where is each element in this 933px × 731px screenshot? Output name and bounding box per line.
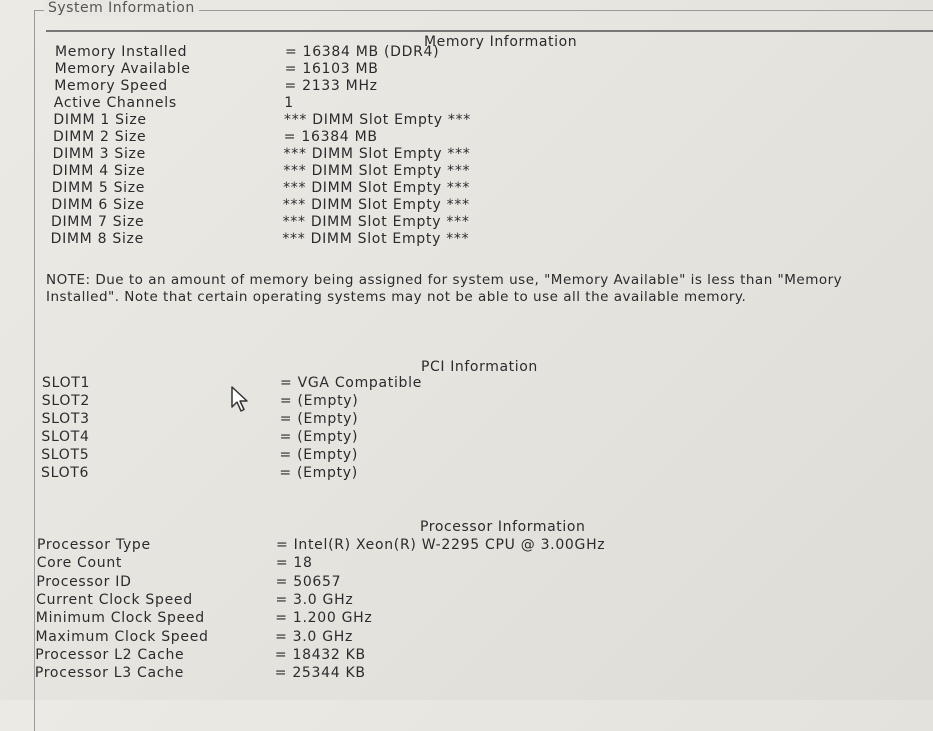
memory-value: = 16103 MB (284, 61, 379, 77)
memory-label: Memory Installed (55, 44, 188, 60)
memory-label: DIMM 5 Size (51, 180, 146, 196)
pci-slot-label: SLOT2 (41, 393, 90, 409)
memory-value: = 16384 MB (283, 129, 378, 145)
memory-label: DIMM 6 Size (51, 197, 145, 213)
memory-value: 1 (284, 95, 294, 111)
pci-slot-value: = (Empty) (279, 447, 359, 463)
pci-slot-label: SLOT4 (41, 429, 90, 445)
processor-value: = 18432 KB (274, 646, 366, 663)
memory-label: DIMM 2 Size (53, 129, 147, 145)
processor-value: = 1.200 GHz (275, 610, 373, 627)
pci-slot-label: SLOT5 (41, 447, 90, 463)
processor-label: Minimum Clock Speed (35, 610, 205, 627)
pci-slot-value: = (Empty) (279, 429, 359, 445)
processor-value: = Intel(R) Xeon(R) W-2295 CPU @ 3.00GHz (276, 537, 606, 553)
pci-slot-value: = (Empty) (279, 411, 359, 427)
processor-value: = 3.0 GHz (275, 628, 354, 645)
processor-value: = 50657 (275, 573, 342, 590)
memory-value: = 16384 MB (DDR4) (285, 44, 440, 60)
pci-slot-label: SLOT3 (41, 411, 90, 427)
mouse-cursor-icon (230, 385, 252, 415)
memory-value: = 2133 MHz (284, 78, 378, 94)
processor-label: Processor L2 Cache (35, 646, 185, 663)
memory-label: Memory Available (54, 61, 191, 77)
system-information-title: System Information (44, 0, 199, 16)
memory-value: *** DIMM Slot Empty *** (283, 146, 471, 162)
memory-label: DIMM 4 Size (52, 163, 146, 179)
memory-label: DIMM 1 Size (53, 112, 147, 128)
memory-section-title: Memory Information (424, 34, 578, 50)
memory-label: DIMM 3 Size (52, 146, 146, 162)
processor-value: = 18 (275, 555, 313, 572)
memory-value: *** DIMM Slot Empty *** (282, 231, 470, 247)
memory-value: *** DIMM Slot Empty *** (282, 214, 470, 230)
memory-value: *** DIMM Slot Empty *** (284, 112, 471, 128)
processor-label: Current Clock Speed (36, 591, 193, 608)
memory-value: *** DIMM Slot Empty *** (283, 163, 471, 179)
pci-slot-value: = (Empty) (279, 465, 358, 481)
memory-label: Memory Speed (54, 78, 168, 94)
processor-value: = 3.0 GHz (275, 591, 354, 608)
content-top-border (46, 30, 933, 32)
processor-section-title: Processor Information (420, 519, 586, 535)
processor-label: Maximum Clock Speed (35, 628, 209, 645)
processor-label: Processor L3 Cache (34, 665, 185, 682)
memory-note: NOTE: Due to an amount of memory being assigned for system use, "Memory Available" is less than "Memory Installed". Note that certain operating systems may not be able to use all the available memory. (46, 272, 843, 305)
pci-slot-value: = (Empty) (279, 393, 359, 409)
memory-label: Active Channels (53, 95, 177, 111)
pci-slot-value: = VGA Compatible (280, 375, 423, 391)
processor-label: Core Count (36, 555, 123, 572)
processor-value: = 25344 KB (274, 665, 366, 682)
processor-label: Processor ID (36, 573, 132, 590)
memory-label: DIMM 8 Size (50, 231, 144, 247)
memory-value: *** DIMM Slot Empty *** (282, 197, 470, 213)
pci-section-title: PCI Information (421, 359, 538, 375)
pci-slot-label: SLOT6 (41, 465, 90, 481)
pci-slot-label: SLOT1 (42, 375, 91, 391)
processor-label: Processor Type (37, 537, 151, 553)
memory-label: DIMM 7 Size (51, 214, 145, 230)
memory-value: *** DIMM Slot Empty *** (283, 180, 471, 196)
